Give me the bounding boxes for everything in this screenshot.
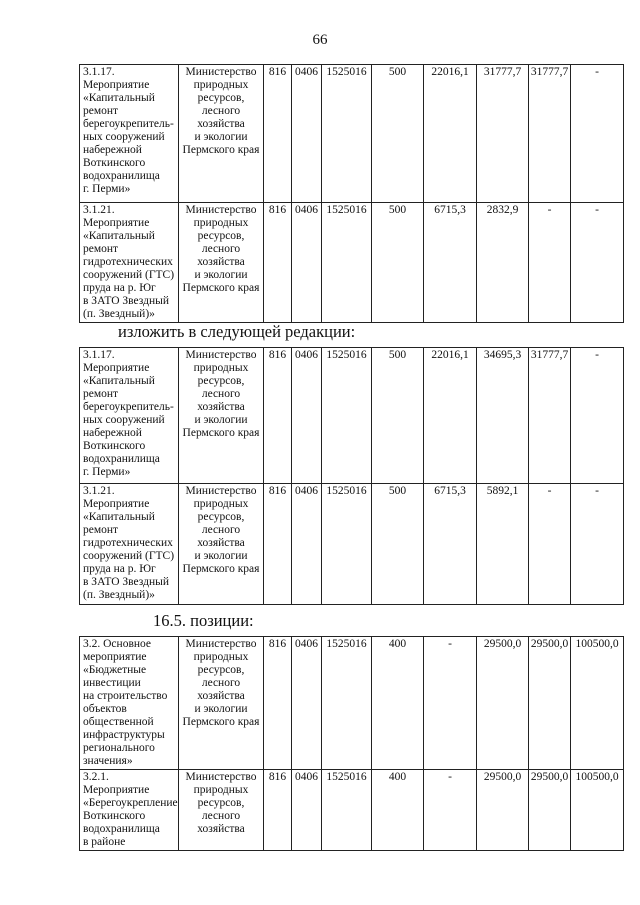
- activity-name: 3.2. Основное мероприятие «Бюджетные инвестиции на строительство объектов общественной инфраструктуры регионального значения»: [80, 637, 179, 770]
- budget-table-positions: [79, 636, 624, 851]
- rzpr-code: 0406: [292, 770, 322, 851]
- ministry-name: Министерство природных ресурсов, лесного хозяйства и экологии Пермского края: [179, 637, 264, 770]
- activity-name: 3.1.21. Мероприятие «Капитальный ремонт гидротехнических сооружений (ГТС) пруда на р. Юг в ЗАТО Звездный (п. Звездный)»: [80, 203, 179, 323]
- vr-code: 500: [372, 484, 424, 605]
- amount-3: 31777,7: [529, 348, 571, 484]
- amount-3: 31777,7: [529, 65, 571, 203]
- amount-3: -: [529, 203, 571, 323]
- grbs-code: 816: [264, 203, 292, 323]
- ministry-name: Министерство природных ресурсов, лесного хозяйства и экологии Пермского края: [179, 65, 264, 203]
- activity-name: 3.2.1. Мероприятие «Берегоукрепление Воткинского водохранилища в районе: [80, 770, 179, 851]
- amount-4: -: [571, 484, 624, 605]
- budget-table-before: [79, 64, 624, 323]
- page-number: 66: [312, 32, 328, 48]
- rzpr-code: 0406: [292, 348, 322, 484]
- table-row: [80, 484, 624, 605]
- csr-code: 1525016: [322, 484, 372, 605]
- amount-3: 29500,0: [529, 770, 571, 851]
- amount-3: -: [529, 484, 571, 605]
- amount-4: 100500,0: [571, 637, 624, 770]
- table-row: [80, 770, 624, 851]
- csr-code: 1525016: [322, 770, 372, 851]
- amount-2: 5892,1: [477, 484, 529, 605]
- grbs-code: 816: [264, 65, 292, 203]
- grbs-code: 816: [264, 484, 292, 605]
- activity-name: 3.1.21. Мероприятие «Капитальный ремонт гидротехнических сооружений (ГТС) пруда на р. Юг в ЗАТО Звездный (п. Звездный)»: [80, 484, 179, 605]
- csr-code: 1525016: [322, 65, 372, 203]
- activity-name: 3.1.17. Мероприятие «Капитальный ремонт берегоукрепитель- ных сооружений набережной Воткинского водохранилища г. Перми»: [80, 348, 179, 484]
- amount-1: 22016,1: [424, 65, 477, 203]
- ministry-name: Министерство природных ресурсов, лесного хозяйства и экологии Пермского края: [179, 484, 264, 605]
- amount-1: -: [424, 637, 477, 770]
- amount-2: 29500,0: [477, 770, 529, 851]
- amount-2: 34695,3: [477, 348, 529, 484]
- vr-code: 400: [372, 637, 424, 770]
- section-heading-positions: 16.5. позиции:: [153, 611, 254, 630]
- amount-4: 100500,0: [571, 770, 624, 851]
- budget-table-after: [79, 347, 624, 605]
- vr-code: 500: [372, 203, 424, 323]
- csr-code: 1525016: [322, 348, 372, 484]
- rzpr-code: 0406: [292, 637, 322, 770]
- grbs-code: 816: [264, 637, 292, 770]
- amount-3: 29500,0: [529, 637, 571, 770]
- amount-1: -: [424, 770, 477, 851]
- amount-4: -: [571, 203, 624, 323]
- table-row: [80, 65, 624, 203]
- vr-code: 500: [372, 65, 424, 203]
- ministry-name: Министерство природных ресурсов, лесного хозяйства: [179, 770, 264, 851]
- amount-1: 6715,3: [424, 484, 477, 605]
- amount-2: 29500,0: [477, 637, 529, 770]
- activity-name: 3.1.17. Мероприятие «Капитальный ремонт берегоукрепитель- ных сооружений набережной Воткинского водохранилища г. Перми»: [80, 65, 179, 203]
- rzpr-code: 0406: [292, 484, 322, 605]
- vr-code: 500: [372, 348, 424, 484]
- csr-code: 1525016: [322, 203, 372, 323]
- table-row: [80, 348, 624, 484]
- rzpr-code: 0406: [292, 203, 322, 323]
- vr-code: 400: [372, 770, 424, 851]
- amount-2: 31777,7: [477, 65, 529, 203]
- ministry-name: Министерство природных ресурсов, лесного хозяйства и экологии Пермского края: [179, 203, 264, 323]
- amount-1: 6715,3: [424, 203, 477, 323]
- amount-4: -: [571, 65, 624, 203]
- rzpr-code: 0406: [292, 65, 322, 203]
- grbs-code: 816: [264, 770, 292, 851]
- amount-1: 22016,1: [424, 348, 477, 484]
- grbs-code: 816: [264, 348, 292, 484]
- csr-code: 1525016: [322, 637, 372, 770]
- section-heading-new-edition: изложить в следующей редакции:: [118, 322, 356, 341]
- table-row: [80, 637, 624, 770]
- ministry-name: Министерство природных ресурсов, лесного хозяйства и экологии Пермского края: [179, 348, 264, 484]
- table-row: [80, 203, 624, 323]
- amount-4: -: [571, 348, 624, 484]
- amount-2: 2832,9: [477, 203, 529, 323]
